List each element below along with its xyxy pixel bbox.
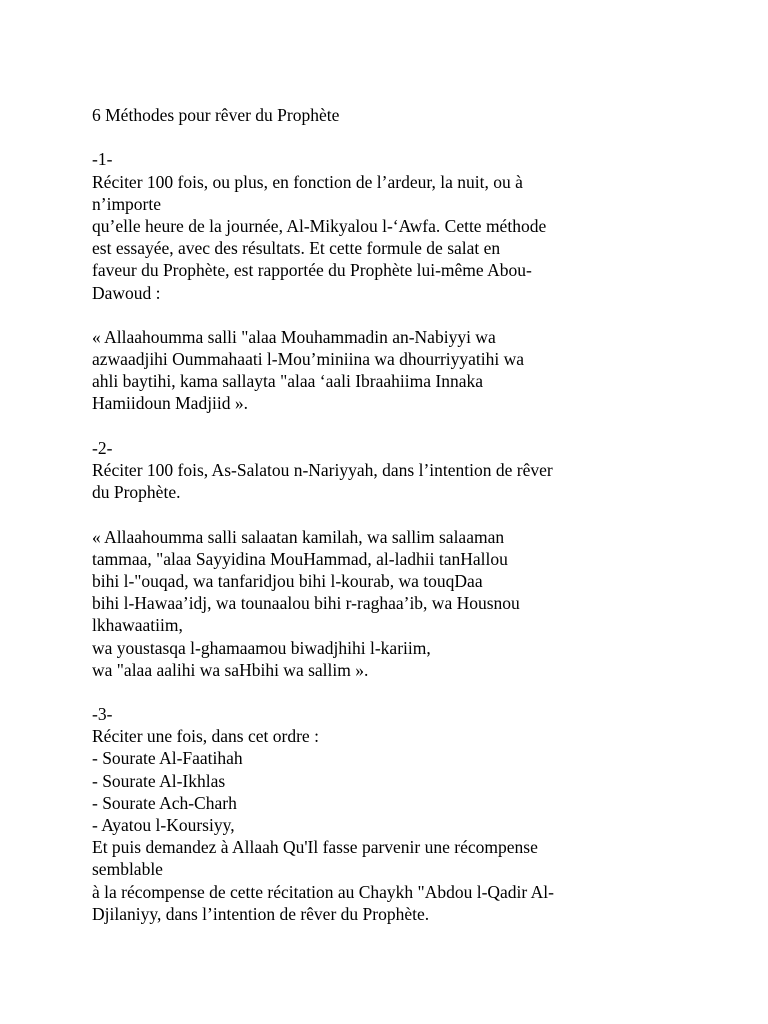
section-3-list-item: - Sourate Ach-Charh (92, 792, 237, 813)
document-page (92, 104, 652, 925)
spacer (92, 126, 652, 148)
section-1-text-line: Réciter 100 fois, ou plus, en fonction de l’ardeur, la nuit, ou à (92, 171, 523, 192)
section-1-text-line: est essayée, avec des résultats. Et cette formule de salat en (92, 238, 501, 259)
section-3-text-line: Réciter une fois, dans cet ordre : (92, 726, 319, 747)
section-3-text-line: à la récompense de cette récitation au Chaykh "Abdou l-Qadir Al- (92, 881, 554, 902)
spacer (92, 681, 652, 703)
section-1-text-line: Dawoud : (92, 282, 161, 303)
section-3-text-line: semblable (92, 859, 163, 880)
section-2-text-line: Réciter 100 fois, As-Salatou n-Nariyyah, dans l’intention de rêver (92, 460, 553, 480)
section-1-prayer-line: « Allaahoumma salli "alaa Mouhammadin an-Nabiyyi wa (92, 326, 496, 347)
section-1-prayer-line: ahli baytihi, kama sallayta "alaa ‘aali Ibraahiima Innaka (92, 371, 483, 392)
section-2-prayer-line: lkhawaatiim, (92, 615, 183, 636)
section-1-text-line: faveur du Prophète, est rapportée du Prophète lui-même Abou- (92, 260, 532, 281)
section-1-prayer-line: Hamiidoun Madjiid ». (92, 393, 249, 414)
section-2-heading: -2- (92, 437, 113, 458)
document-title: 6 Méthodes pour rêver du Prophète (92, 105, 340, 125)
section-2-prayer-line: bihi l-"ouqad, wa tanfaridjou bihi l-kourab, wa touqDaa (92, 570, 483, 591)
section-1-prayer-line: azwaadjihi Oummahaati l-Mou’miniina wa dhourriyyatihi wa (92, 349, 525, 370)
section-3-list-item: - Sourate Al-Ikhlas (92, 770, 226, 791)
section-3-heading: -3- (92, 704, 113, 725)
section-1-heading: -1- (92, 149, 113, 170)
section-2-prayer-line: « Allaahoumma salli salaatan kamilah, wa sallim salaaman (92, 526, 505, 547)
section-2-prayer-line: tammaa, "alaa Sayyidina MouHammad, al-ladhii tanHallou (92, 548, 508, 569)
section-1-text-line: n’importe (92, 193, 162, 214)
section-2-prayer-line: bihi l-Hawaa’idj, wa tounaalou bihi r-raghaa’ib, wa Housnou (92, 593, 520, 614)
section-2-prayer-line: wa "alaa aalihi wa saHbihi wa sallim ». (92, 659, 369, 680)
section-2-prayer-line: wa youstasqa l-ghamaamou biwadjhihi l-kariim, (92, 637, 431, 658)
section-1-text-line: qu’elle heure de la journée, Al-Mikyalou l-‘Awfa. Cette méthode (92, 215, 547, 236)
section-2-text-line: du Prophète. (92, 482, 181, 503)
spacer (92, 503, 652, 525)
section-3-text-line: Djilaniyy, dans l’intention de rêver du Prophète. (92, 903, 430, 924)
spacer (92, 415, 652, 437)
section-3-list-item: - Ayatou l-Koursiyy, (92, 815, 235, 835)
section-3-text-line: Et puis demandez à Allaah Qu'Il fasse parvenir une récompense (92, 837, 538, 858)
spacer (92, 304, 652, 326)
section-3-list-item: - Sourate Al-Faatihah (92, 748, 243, 769)
